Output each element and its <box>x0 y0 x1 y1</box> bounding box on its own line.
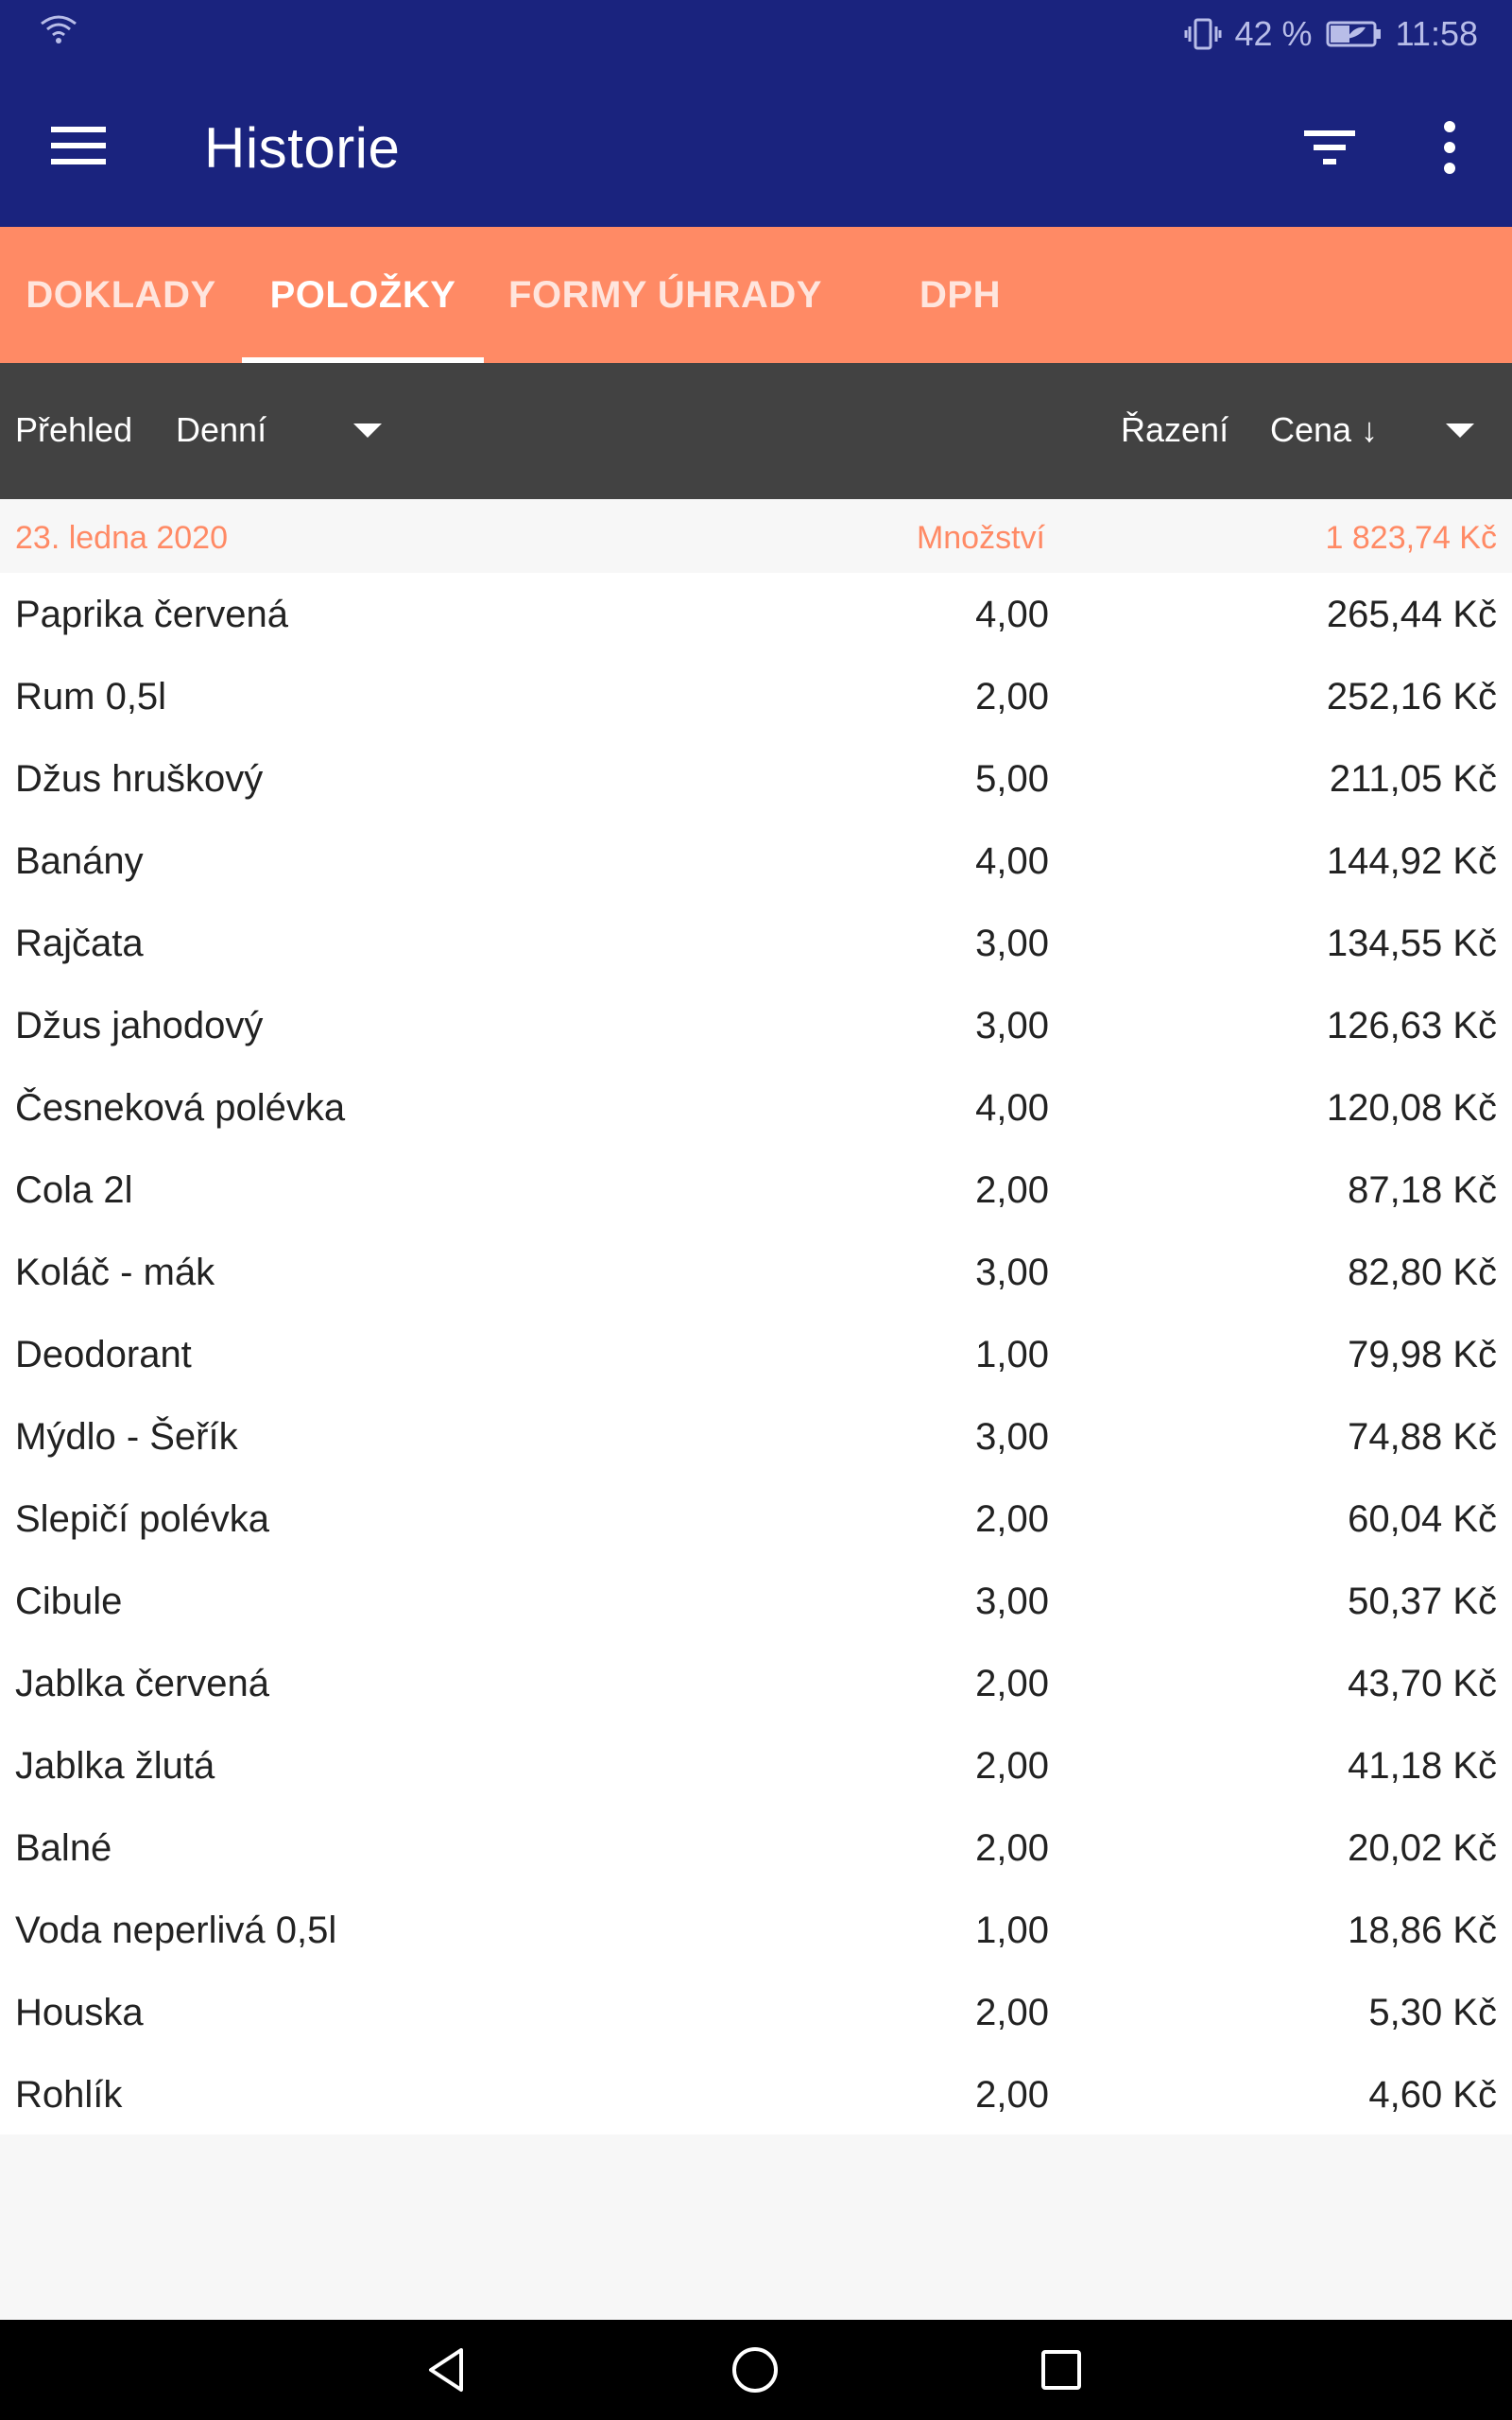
item-price: 134,55 Kč <box>1326 923 1497 964</box>
item-price: 211,05 Kč <box>1329 758 1497 800</box>
item-price: 4,60 Kč <box>1368 2074 1497 2116</box>
battery-percent: 42 % <box>1234 14 1313 53</box>
list-item[interactable] <box>0 2053 1512 2135</box>
item-price: 120,08 Kč <box>1326 1087 1497 1129</box>
list-item[interactable] <box>0 1149 1512 1231</box>
dropdown-arrow-icon <box>353 424 382 438</box>
recents-icon <box>1038 2346 1085 2394</box>
item-qty: 2,00 <box>975 2074 1049 2116</box>
item-qty: 4,00 <box>975 840 1049 882</box>
item-name: Cola 2l <box>15 1169 133 1211</box>
section-date: 23. ledna 2020 <box>15 520 228 556</box>
list-item[interactable] <box>0 1066 1512 1149</box>
item-price: 82,80 Kč <box>1348 1252 1497 1293</box>
back-icon <box>421 2344 472 2395</box>
navigation-bar <box>0 2320 1512 2420</box>
item-name: Jablka červená <box>15 1663 270 1704</box>
overview-dropdown[interactable] <box>176 410 393 458</box>
list-item[interactable] <box>0 1478 1512 1560</box>
home-icon <box>730 2344 781 2395</box>
item-name: Česneková polévka <box>15 1087 346 1129</box>
filter-icon <box>1302 125 1357 170</box>
filter-bar <box>0 363 1512 499</box>
menu-button[interactable] <box>51 123 106 168</box>
item-qty: 2,00 <box>975 1663 1049 1704</box>
app-bar <box>0 68 1512 227</box>
item-qty: 2,00 <box>975 1169 1049 1211</box>
back-button[interactable] <box>421 2344 472 2395</box>
item-name: Jablka žlutá <box>15 1745 215 1787</box>
list-item[interactable] <box>0 1724 1512 1806</box>
item-price: 79,98 Kč <box>1348 1334 1497 1375</box>
item-name: Cibule <box>15 1581 123 1622</box>
item-qty: 2,00 <box>975 1827 1049 1869</box>
tab-doklady[interactable]: DOKLADY <box>26 273 216 316</box>
more-vert-icon <box>1433 119 1467 176</box>
item-name: Voda neperlivá 0,5l <box>15 1910 337 1951</box>
item-qty: 2,00 <box>975 1745 1049 1787</box>
list-item[interactable] <box>0 984 1512 1066</box>
quantity-column-header: Množství <box>916 520 1045 556</box>
item-price: 144,92 Kč <box>1326 840 1497 882</box>
item-price: 50,37 Kč <box>1348 1581 1497 1622</box>
clock: 11:58 <box>1395 14 1478 53</box>
item-price: 74,88 Kč <box>1348 1416 1497 1458</box>
sort-value: Cena ↓ <box>1270 410 1379 449</box>
list-item[interactable] <box>0 1642 1512 1724</box>
tab-polozky[interactable]: POLOŽKY <box>242 227 484 363</box>
item-name: Koláč - mák <box>15 1252 215 1293</box>
sort-dropdown[interactable] <box>1270 410 1497 458</box>
item-qty: 4,00 <box>975 1087 1049 1129</box>
list-item[interactable] <box>0 1395 1512 1478</box>
item-name: Rohlík <box>15 2074 123 2116</box>
item-price: 41,18 Kč <box>1348 1745 1497 1787</box>
item-qty: 4,00 <box>975 594 1049 635</box>
wifi-icon <box>40 14 77 55</box>
overview-value: Denní <box>176 410 267 449</box>
item-price: 5,30 Kč <box>1368 1992 1497 2033</box>
page-title: Historie <box>204 116 401 180</box>
menu-icon <box>51 123 106 168</box>
recents-button[interactable] <box>1038 2346 1085 2394</box>
item-qty: 1,00 <box>975 1334 1049 1375</box>
item-qty: 3,00 <box>975 923 1049 964</box>
overview-label: Přehled <box>15 410 133 449</box>
item-price: 60,04 Kč <box>1348 1498 1497 1540</box>
list-item[interactable] <box>0 902 1512 984</box>
list-item[interactable] <box>0 820 1512 902</box>
tab-dph[interactable]: DPH <box>919 273 1001 316</box>
item-price: 252,16 Kč <box>1326 676 1497 717</box>
item-qty: 2,00 <box>975 676 1049 717</box>
item-name: Slepičí polévka <box>15 1498 270 1540</box>
item-qty: 2,00 <box>975 1992 1049 2033</box>
item-name: Džus hruškový <box>15 758 264 800</box>
list-item[interactable] <box>0 1231 1512 1313</box>
section-total: 1 823,74 Kč <box>1325 520 1497 556</box>
list-item[interactable] <box>0 1560 1512 1642</box>
date-section-header <box>0 499 1512 573</box>
item-name: Paprika červená <box>15 594 289 635</box>
list-item[interactable] <box>0 1806 1512 1889</box>
dropdown-arrow-icon <box>1446 424 1474 438</box>
list-item[interactable] <box>0 1313 1512 1395</box>
item-price: 20,02 Kč <box>1348 1827 1497 1869</box>
item-qty: 5,00 <box>975 758 1049 800</box>
item-qty: 3,00 <box>975 1005 1049 1046</box>
more-options-button[interactable] <box>1433 119 1467 176</box>
item-price: 43,70 Kč <box>1348 1663 1497 1704</box>
item-name: Rajčata <box>15 923 144 964</box>
item-name: Banány <box>15 840 144 882</box>
sort-label: Řazení <box>1121 410 1229 449</box>
item-name: Džus jahodový <box>15 1005 264 1046</box>
item-qty: 2,00 <box>975 1498 1049 1540</box>
list-item[interactable] <box>0 655 1512 737</box>
item-name: Houska <box>15 1992 144 2033</box>
filter-button[interactable] <box>1302 125 1357 170</box>
list-item[interactable] <box>0 737 1512 820</box>
status-bar <box>0 0 1512 68</box>
item-qty: 3,00 <box>975 1416 1049 1458</box>
tab-bar <box>0 227 1512 363</box>
vibrate-icon <box>1184 17 1222 51</box>
item-name: Mýdlo - Šeřík <box>15 1416 238 1458</box>
item-name: Deodorant <box>15 1334 192 1375</box>
list-item[interactable] <box>0 573 1512 655</box>
battery-icon <box>1326 20 1383 48</box>
tab-formy-uhrady[interactable]: FORMY ÚHRADY <box>508 273 822 316</box>
item-qty: 3,00 <box>975 1252 1049 1293</box>
item-qty: 3,00 <box>975 1581 1049 1622</box>
items-list <box>0 573 1512 2135</box>
list-item[interactable] <box>0 1889 1512 1971</box>
list-item[interactable] <box>0 1971 1512 2053</box>
item-price: 87,18 Kč <box>1348 1169 1497 1211</box>
item-price: 265,44 Kč <box>1326 594 1497 635</box>
item-qty: 1,00 <box>975 1910 1049 1951</box>
item-price: 126,63 Kč <box>1326 1005 1497 1046</box>
item-price: 18,86 Kč <box>1348 1910 1497 1951</box>
home-button[interactable] <box>730 2344 781 2395</box>
item-name: Balné <box>15 1827 112 1869</box>
item-name: Rum 0,5l <box>15 676 167 717</box>
